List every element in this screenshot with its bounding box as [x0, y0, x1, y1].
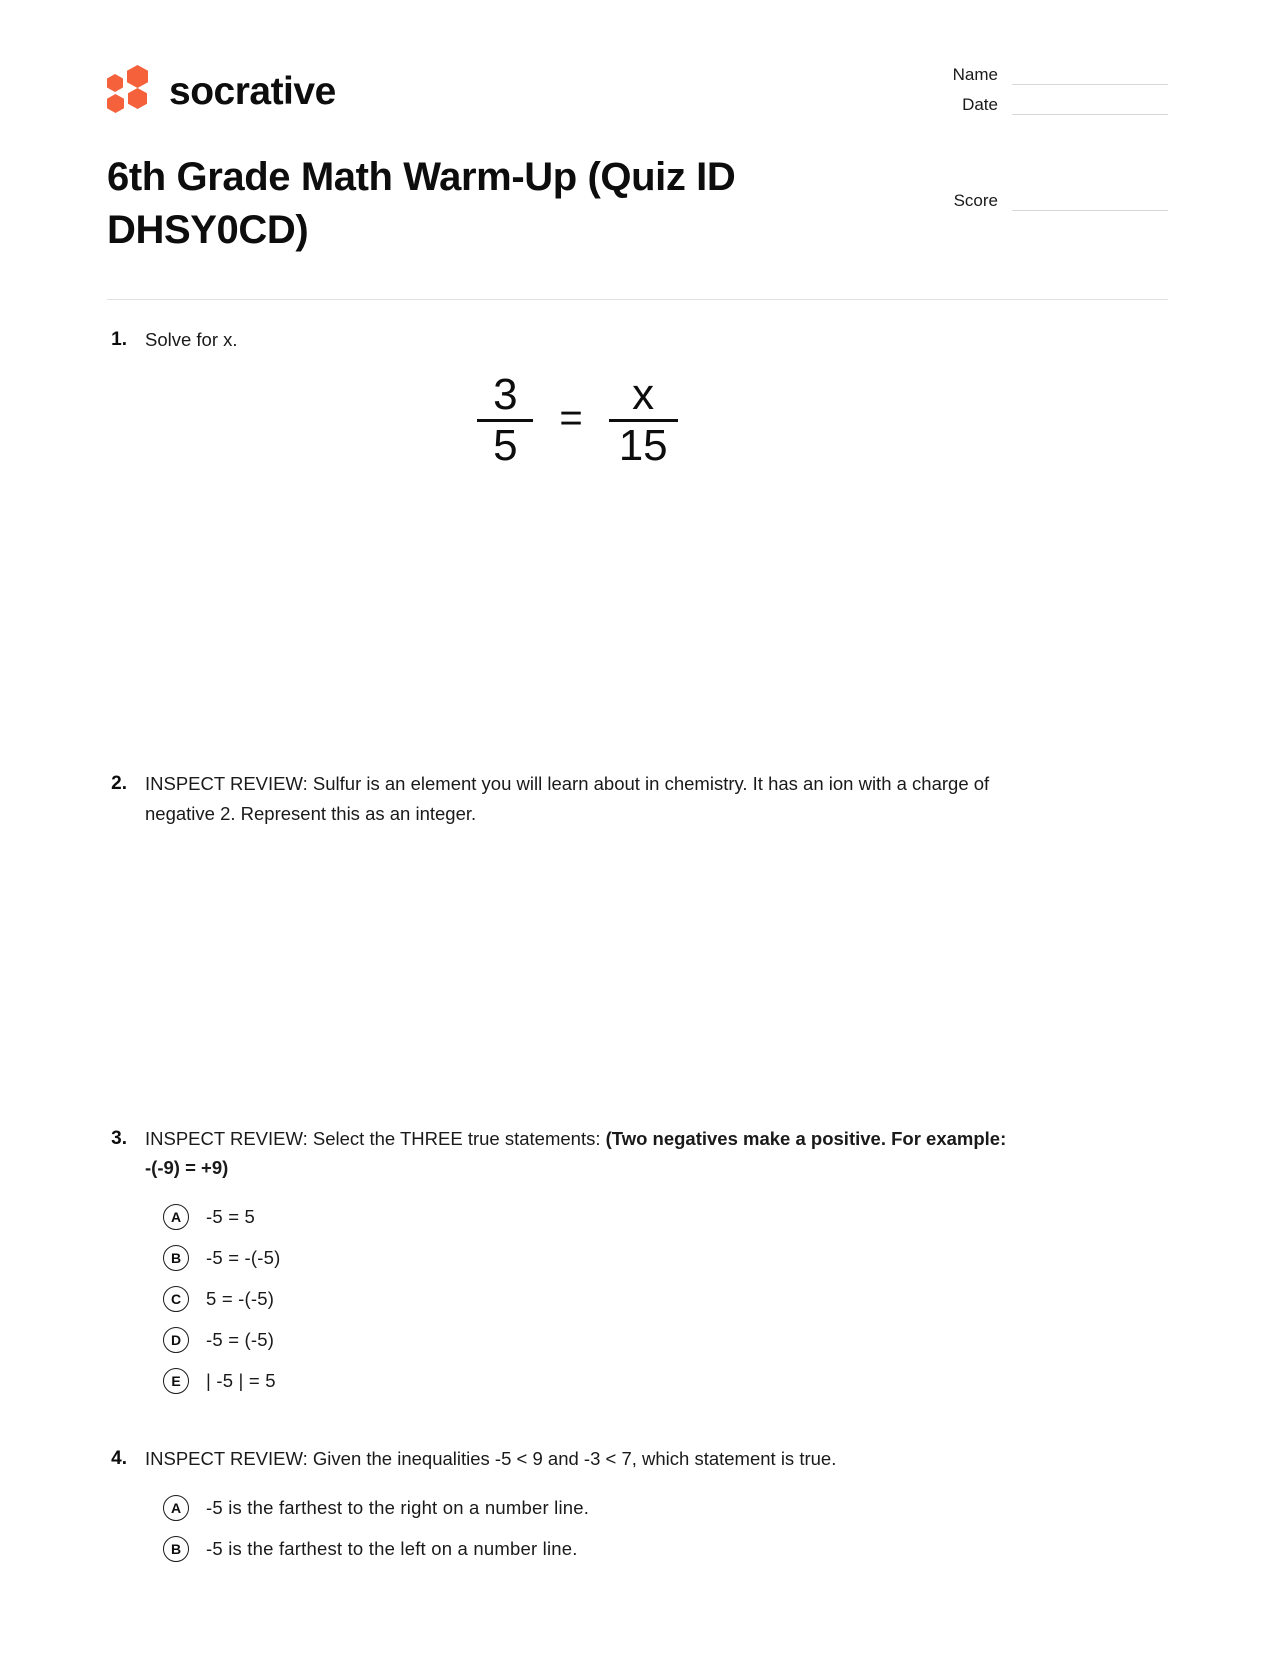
option-a-label: -5 is the farthest to the right on a number line.	[206, 1496, 590, 1518]
question-4-options	[107, 1487, 1168, 1569]
score-input-line[interactable]	[1012, 194, 1168, 211]
option-c-label: 5 = -(-5)	[206, 1288, 275, 1310]
question-1	[107, 325, 1168, 769]
socrative-hexagon-icon	[107, 65, 155, 117]
option-a[interactable]	[107, 1197, 1168, 1238]
option-b-label: -5 is the farthest to the left on a number line.	[206, 1537, 578, 1559]
question-3-number: 3.	[111, 1127, 127, 1149]
option-e-label: | -5 | = 5	[206, 1370, 276, 1392]
question-2-number: 2.	[111, 773, 127, 795]
option-e[interactable]	[107, 1361, 1168, 1402]
name-label: Name	[952, 65, 998, 84]
option-b-bubble[interactable]: B	[163, 1536, 189, 1562]
page-title: 6th Grade Math Warm-Up (Quiz ID DHSY0CD)	[107, 155, 736, 253]
option-c-bubble[interactable]: C	[163, 1286, 189, 1312]
question-3	[107, 1124, 1168, 1444]
question-2	[107, 769, 1168, 1123]
student-info-fields	[878, 55, 1168, 211]
header-divider	[107, 299, 1168, 300]
name-input-line[interactable]	[1012, 68, 1168, 85]
score-label: Score	[953, 191, 998, 210]
equals-sign: =	[559, 396, 583, 441]
question-1-answer-space[interactable]	[107, 469, 1168, 769]
question-2-text: INSPECT REVIEW: Sulfur is an element you will learn about in chemistry. It has an ion with a charge of negative 2. Represent this as an integer.	[145, 773, 990, 824]
fraction-right	[609, 369, 678, 471]
hexagon-shape	[107, 74, 123, 92]
fraction-left	[477, 369, 533, 471]
option-a-label: -5 = 5	[206, 1206, 256, 1228]
fraction-left-denominator: 5	[493, 421, 518, 471]
brand-name: socrative	[169, 69, 336, 113]
option-c[interactable]	[107, 1279, 1168, 1320]
option-b[interactable]	[107, 1528, 1168, 1569]
socrative-logo	[107, 65, 336, 117]
option-a-bubble[interactable]: A	[163, 1495, 189, 1521]
question-4	[107, 1444, 1168, 1570]
fraction-right-numerator: x	[632, 369, 655, 419]
hexagon-shape	[128, 88, 147, 109]
fraction-left-numerator: 3	[493, 369, 518, 419]
question-3-text-bold: (Two negatives make a positive. For example: -(-9) = +9)	[145, 1127, 1007, 1179]
question-1-text: Solve for x.	[145, 329, 238, 350]
question-3-text-plain: INSPECT REVIEW: Select the THREE true statements:	[145, 1127, 606, 1149]
hexagon-shape	[107, 94, 124, 113]
option-b-bubble[interactable]: B	[163, 1245, 189, 1271]
question-3-gap	[107, 1402, 1168, 1444]
fraction-right-denominator: 15	[618, 421, 668, 471]
question-4-number: 4.	[111, 1447, 127, 1469]
score-field-row	[878, 181, 1168, 211]
question-4-text: INSPECT REVIEW: Given the inequalities -5 < 9 and -3 < 7, which statement is true.	[145, 1447, 837, 1469]
name-field-row	[878, 55, 1168, 85]
question-2-head	[107, 769, 1168, 828]
hexagon-shape	[127, 65, 148, 88]
option-d-bubble[interactable]: D	[163, 1327, 189, 1353]
option-e-bubble[interactable]: E	[163, 1368, 189, 1394]
question-4-head	[107, 1444, 1168, 1474]
date-field-row	[878, 85, 1168, 115]
date-label: Date	[962, 95, 998, 114]
option-b[interactable]	[107, 1238, 1168, 1279]
questions-list	[107, 325, 1168, 1569]
question-1-equation	[107, 369, 1048, 471]
option-d[interactable]	[107, 1320, 1168, 1361]
question-2-answer-space[interactable]	[107, 829, 1168, 1124]
date-input-line[interactable]	[1012, 98, 1168, 115]
option-a-bubble[interactable]: A	[163, 1204, 189, 1230]
question-3-options	[107, 1197, 1168, 1402]
option-a[interactable]	[107, 1487, 1168, 1528]
option-d-label: -5 = (-5)	[206, 1329, 275, 1351]
question-3-head	[107, 1124, 1168, 1183]
page-header	[107, 55, 1168, 265]
question-3-text	[145, 1124, 1015, 1183]
question-1-head	[107, 325, 1168, 355]
option-b-label: -5 = -(-5)	[206, 1247, 281, 1269]
question-1-number: 1.	[111, 329, 127, 350]
